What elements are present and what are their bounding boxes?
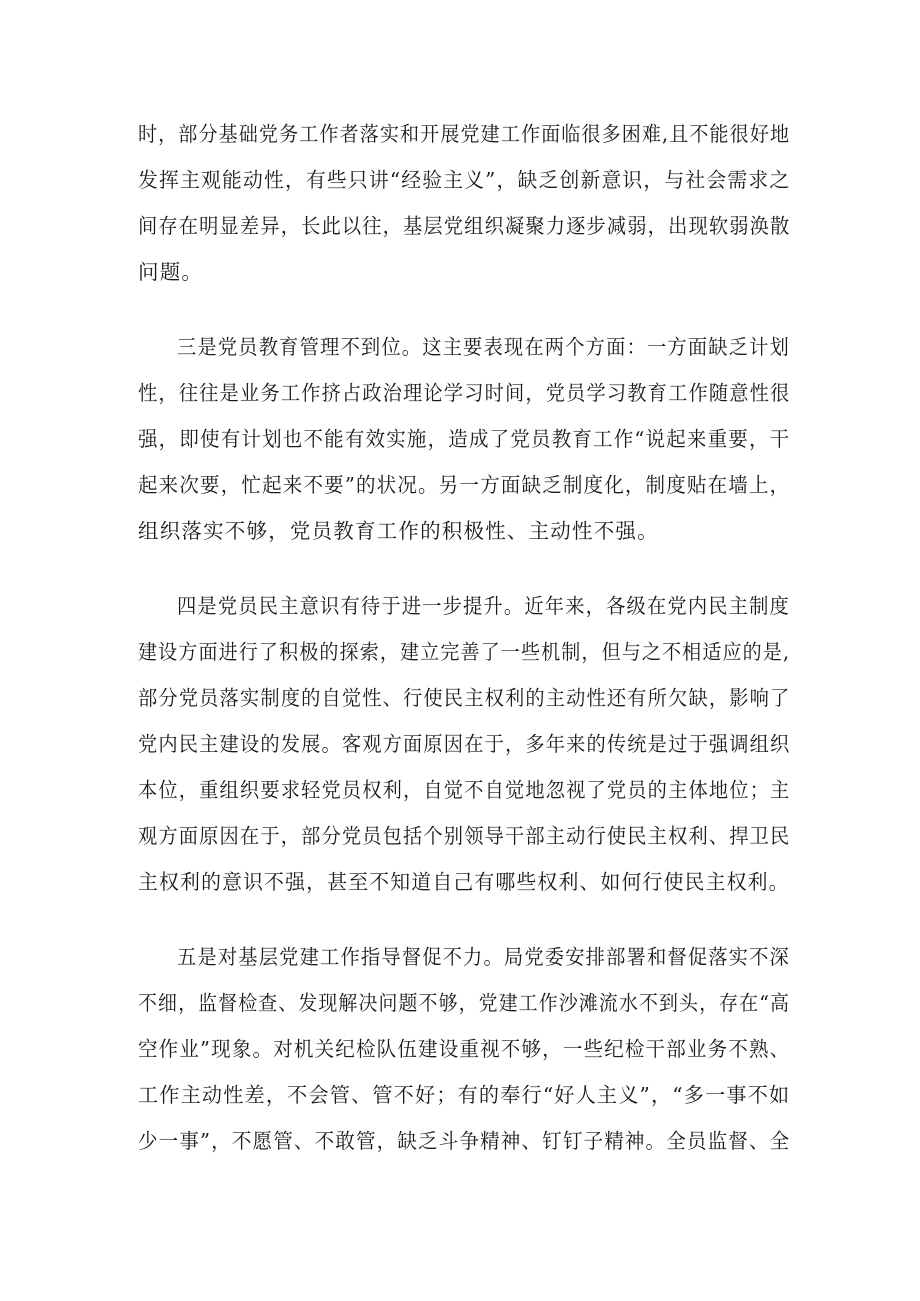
- paragraph-3-line-1: 四是党员民主意识有待于进一步提升。近年来，各级在党内民主制度: [177, 594, 790, 618]
- paragraph-1-line-2: 发挥主观能动性，有些只讲“经验主义”，缺乏创新意识，与社会需求之: [138, 168, 791, 192]
- paragraph-3-line-2: 建设方面进行了积极的探索，建立完善了一些机制，但与之不相适应的是,: [138, 640, 791, 664]
- paragraph-3-line-6: 观方面原因在于，部分党员包括个别领导干部主动行使民主权利、捍卫民: [138, 824, 791, 848]
- paragraph-3-line-5: 本位，重组织要求轻党员权利，自觉不自觉地忽视了党员的主体地位；主: [138, 778, 791, 802]
- paragraph-1-line-4: 问题。: [138, 260, 204, 284]
- paragraph-2-line-5: 组织落实不够，党员教育工作的积极性、主动性不强。: [138, 519, 659, 543]
- paragraph-4-line-1: 五是对基层党建工作指导督促不力。局党委安排部署和督促落实不深: [177, 945, 790, 969]
- paragraph-2-line-1: 三是党员教育管理不到位。这主要表现在两个方面：一方面缺乏计划: [177, 335, 790, 359]
- paragraph-1-line-1: 时，部分基础党务工作者落实和开展党建工作面临很多困难,且不能很好地: [138, 122, 791, 146]
- paragraph-4-line-2: 不细，监督检查、发现解决问题不够，党建工作沙滩流水不到头，存在“高: [138, 991, 791, 1015]
- paragraph-2-line-4: 起来次要，忙起来不要”的状况。另一方面缺乏制度化，制度贴在墙上，: [138, 473, 791, 497]
- paragraph-2-line-2: 性，往往是业务工作挤占政治理论学习时间，党员学习教育工作随意性很: [138, 381, 791, 405]
- paragraph-3-line-4: 党内民主建设的发展。客观方面原因在于，多年来的传统是过于强调组织: [138, 732, 791, 756]
- paragraph-3-line-3: 部分党员落实制度的自觉性、行使民主权利的主动性还有所欠缺，影响了: [138, 686, 791, 710]
- paragraph-4-line-3: 空作业”现象。对机关纪检队伍建设重视不够，一些纪检干部业务不熟、: [138, 1037, 791, 1061]
- paragraph-4-line-4: 工作主动性差，不会管、管不好；有的奉行“好人主义”，“多一事不如: [138, 1083, 791, 1107]
- paragraph-1-line-3: 间存在明显差异，长此以往，基层党组织凝聚力逐步减弱，出现软弱涣散: [138, 214, 791, 238]
- paragraph-4-line-5: 少一事”，不愿管、不敢管，缺乏斗争精神、钉钉子精神。全员监督、全: [138, 1129, 791, 1153]
- paragraph-3-line-7: 主权利的意识不强，甚至不知道自己有哪些权利、如何行使民主权利。: [138, 870, 790, 894]
- paragraph-2-line-3: 强，即使有计划也不能有效实施，造成了党员教育工作“说起来重要，干: [138, 427, 791, 451]
